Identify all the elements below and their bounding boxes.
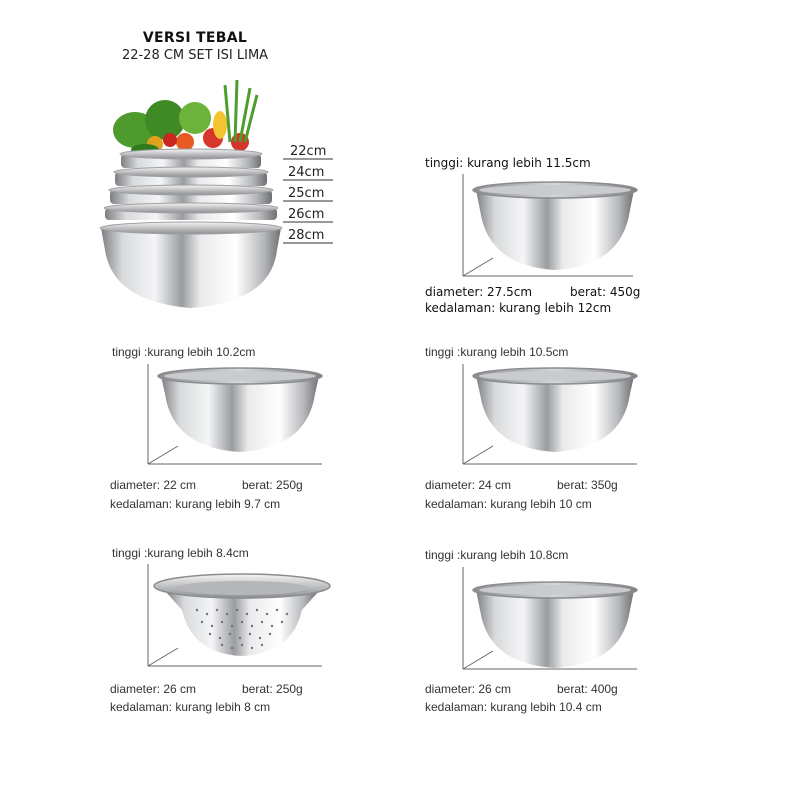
header-title: VERSI TEBAL: [142, 30, 248, 46]
product-diameter: diameter: 27.5cm: [425, 285, 533, 299]
bowl-illustration: [155, 366, 325, 456]
product-weight: berat: 250g: [242, 478, 303, 492]
size-label-22: 22cm: [290, 144, 327, 159]
product-diameter: diameter: 24 cm: [425, 478, 512, 492]
size-label-28: 28cm: [288, 228, 325, 243]
colander-illustration: [152, 570, 332, 660]
product-depth: kedalaman: kurang lebih 9.7 cm: [110, 497, 281, 511]
product-weight: berat: 350g: [557, 478, 618, 492]
bowl-illustration: [470, 180, 640, 275]
product-weight: berat: 400g: [557, 682, 618, 696]
product-depth: kedalaman: kurang lebih 8 cm: [110, 700, 271, 714]
product-depth: kedalaman: kurang lebih 10 cm: [425, 497, 592, 511]
size-label-25: 25cm: [288, 186, 325, 201]
product-height: tinggi :kurang lebih 8.4cm: [112, 546, 249, 560]
product-diameter: diameter: 26 cm: [110, 682, 197, 696]
header-subtitle: 22-28 CM SET ISI LIMA: [121, 48, 269, 63]
product-height: tinggi :kurang lebih 10.5cm: [425, 345, 569, 359]
bowl-illustration: [470, 366, 640, 456]
product-height: tinggi :kurang lebih 10.8cm: [425, 548, 569, 562]
size-label-24: 24cm: [288, 165, 325, 180]
product-diameter: diameter: 22 cm: [110, 478, 197, 492]
product-weight: berat: 450g: [570, 285, 641, 299]
product-depth: kedalaman: kurang lebih 10.4 cm: [425, 700, 602, 714]
product-height: tinggi: kurang lebih 11.5cm: [425, 156, 591, 170]
bowl-illustration: [470, 580, 640, 672]
size-label-26: 26cm: [288, 207, 325, 222]
product-height: tinggi :kurang lebih 10.2cm: [112, 345, 256, 359]
product-depth: kedalaman: kurang lebih 12cm: [425, 301, 612, 315]
product-diameter: diameter: 26 cm: [425, 682, 512, 696]
product-weight: berat: 250g: [242, 682, 303, 696]
